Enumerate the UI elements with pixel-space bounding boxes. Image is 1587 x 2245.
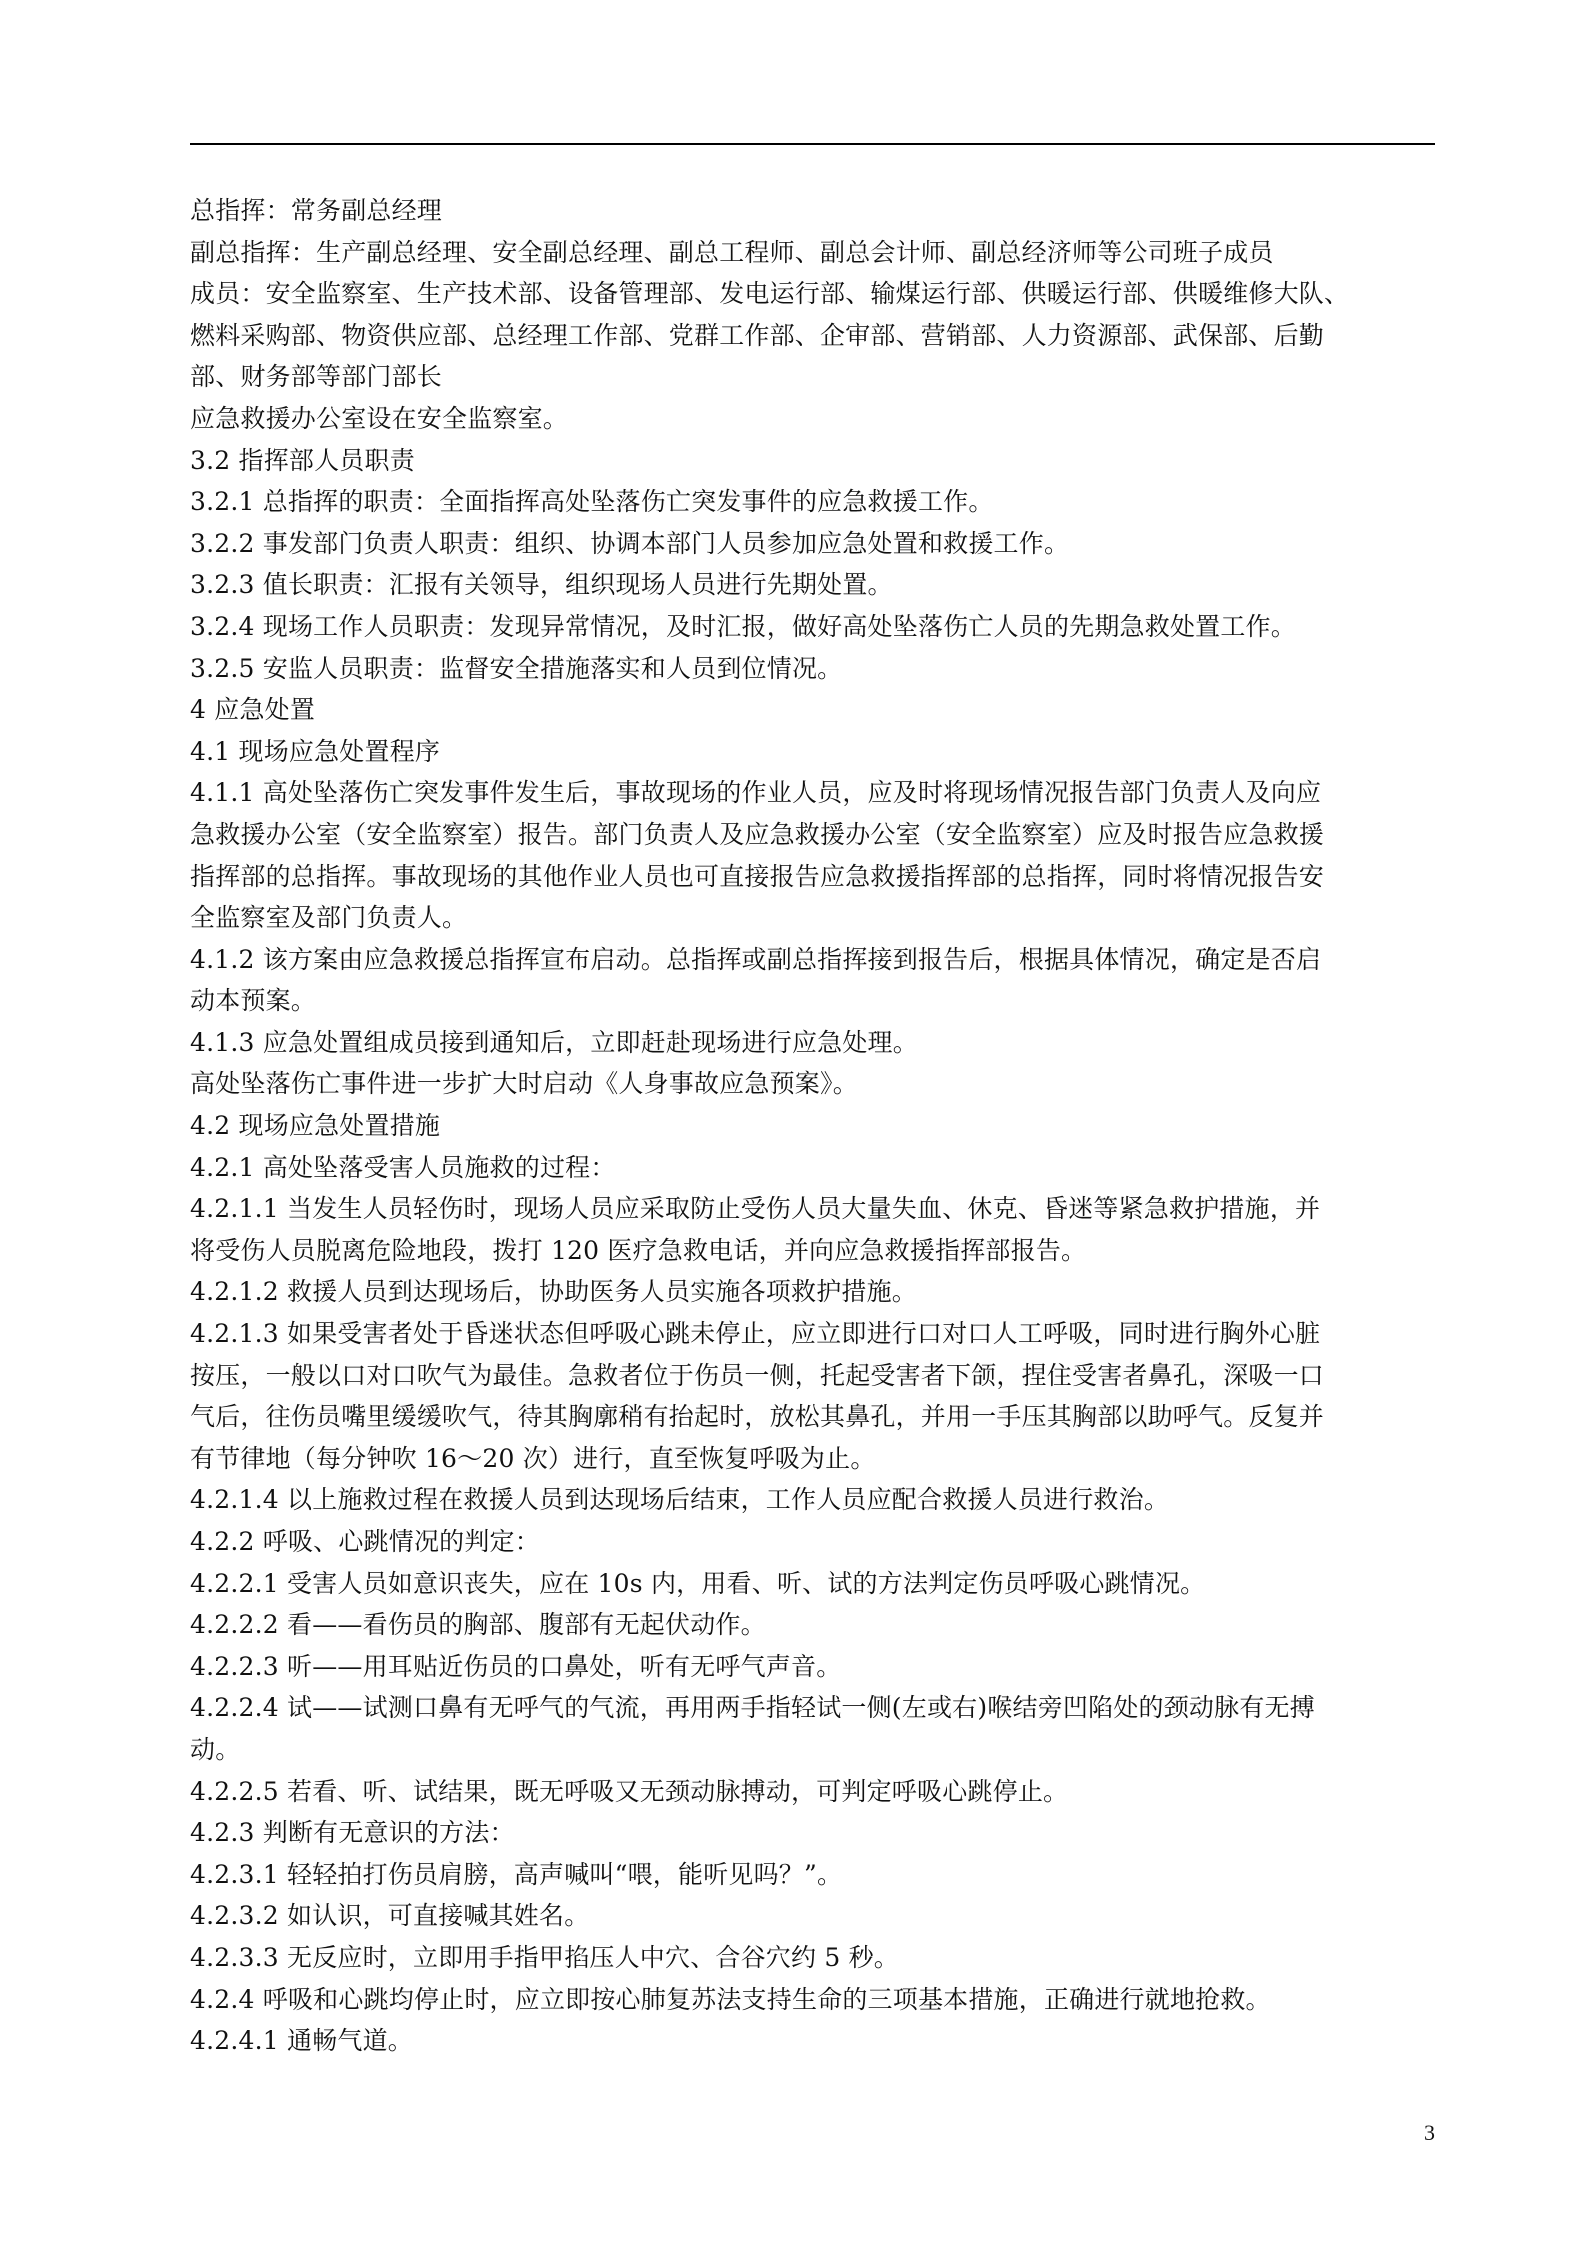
text-line: 4.2.1.4 以上施救过程在救援人员到达现场后结束，工作人员应配合救援人员进行救治。 <box>190 1485 1170 1515</box>
text-line: 全监察室及部门负责人。 <box>190 903 468 933</box>
text-line: 成员：安全监察室、生产技术部、设备管理部、发电运行部、输煤运行部、供暖运行部、供暖维修大队、 <box>190 279 1350 309</box>
text-line: 4.2.3.3 无反应时，立即用手指甲掐压人中穴、合谷穴约 5 秒。 <box>190 1942 900 1972</box>
text-line: 4.2.2.2 看——看伤员的胸部、腹部有无起伏动作。 <box>190 1610 766 1640</box>
text-line: 按压，一般以口对口吹气为最佳。急救者位于伤员一侧，托起受害者下颌，捏住受害者鼻孔，深吸一口 <box>190 1360 1325 1390</box>
text-line: 急救援办公室（安全监察室）报告。部门负责人及应急救援办公室（安全监察室）应及时报告应急救援 <box>190 819 1325 849</box>
text-line: 4.2.3 判断有无意识的方法： <box>190 1818 515 1848</box>
text-line: 3.2 指挥部人员职责 <box>190 445 415 475</box>
text-line: 4.2.2 呼吸、心跳情况的判定： <box>190 1527 540 1556</box>
text-line: 4.2.2.1 受害人员如意识丧失，应在 10s 内，用看、听、试的方法判定伤员呼吸心跳情况。 <box>190 1568 1206 1598</box>
text-line: 燃料采购部、物资供应部、总经理工作部、党群工作部、企审部、营销部、人力资源部、武保部、后勤 <box>190 320 1325 350</box>
text-line: 应急救援办公室设在安全监察室。 <box>190 403 569 433</box>
text-line: 3.2.2 事发部门负责人职责：组织、协调本部门人员参加应急处置和救援工作。 <box>190 528 1070 558</box>
text-line: 有节律地（每分钟吹 16～20 次）进行，直至恢复呼吸为止。 <box>190 1443 876 1473</box>
text-line: 4.1.2 该方案由应急救援总指挥宣布启动。总指挥或副总指挥接到报告后，根据具体情况，确定是否启 <box>190 944 1322 974</box>
text-line: 4.2.4.1 通畅气道。 <box>190 2026 414 2056</box>
text-line: 动。 <box>190 1734 241 1764</box>
header-rule <box>190 143 1435 145</box>
text-line: 总指挥：常务副总经理 <box>190 196 443 225</box>
text-line: 部、财务部等部门部长 <box>190 362 443 392</box>
text-line: 副总指挥：生产副总经理、安全副总经理、副总工程师、副总会计师、副总经济师等公司班子成员 <box>190 237 1274 267</box>
text-line: 气后，往伤员嘴里缓缓吹气，待其胸廓稍有抬起时，放松其鼻孔，并用一手压其胸部以助呼气。反复并 <box>190 1402 1325 1432</box>
text-line: 4.2.1.3 如果受害者处于昏迷状态但呼吸心跳未停止，应立即进行口对口人工呼吸，同时进行胸外心脏 <box>190 1319 1321 1349</box>
text-line: 4.2 现场应急处置措施 <box>190 1111 441 1141</box>
text-line: 高处坠落伤亡事件进一步扩大时启动《人身事故应急预案》。 <box>190 1069 858 1099</box>
text-line: 4.2.3.1 轻轻拍打伤员肩膀，高声喊叫“喂，能听见吗？”。 <box>190 1859 843 1889</box>
text-line: 3.2.5 安监人员职责：监督安全措施落实和人员到位情况。 <box>190 653 843 683</box>
page-number: 3 <box>1424 2120 1435 2145</box>
document-body <box>190 190 1440 2062</box>
text-line: 3.2.3 值长职责：汇报有关领导，组织现场人员进行先期处置。 <box>190 570 893 600</box>
text-line: 4 应急处置 <box>190 695 316 725</box>
text-line: 4.2.1.1 当发生人员轻伤时，现场人员应采取防止受伤人员大量失血、休克、昏迷等紧急救护措施，并 <box>190 1194 1321 1224</box>
text-line: 指挥部的总指挥。事故现场的其他作业人员也可直接报告应急救援指挥部的总指挥，同时将情况报告安 <box>190 861 1325 891</box>
text-line: 4.2.1.2 救援人员到达现场后，协助医务人员实施各项救护措施。 <box>190 1277 918 1307</box>
text-line: 3.2.4 现场工作人员职责：发现异常情况，及时汇报，做好高处坠落伤亡人员的先期急救处置工作。 <box>190 611 1296 641</box>
text-line: 3.2.1 总指挥的职责：全面指挥高处坠落伤亡突发事件的应急救援工作。 <box>190 487 994 517</box>
text-line: 4.1.1 高处坠落伤亡突发事件发生后，事故现场的作业人员，应及时将现场情况报告部门负责人及向应 <box>190 778 1322 808</box>
text-line: 4.1.3 应急处置组成员接到通知后，立即赶赴现场进行应急处理。 <box>190 1027 918 1057</box>
text-line: 4.2.2.4 试——试测口鼻有无呼气的气流，再用两手指轻试一侧(左或右)喉结旁凹陷处的颈动脉有无搏 <box>190 1693 1315 1723</box>
text-line: 4.2.1 高处坠落受害人员施救的过程： <box>190 1152 616 1182</box>
text-line: 动本预案。 <box>190 986 317 1016</box>
text-line: 4.2.4 呼吸和心跳均停止时，应立即按心肺复苏法支持生命的三项基本措施，正确进行就地抢救。 <box>190 1984 1271 2014</box>
text-line: 4.1 现场应急处置程序 <box>190 736 441 766</box>
text-line: 4.2.2.3 听——用耳贴近伤员的口鼻处，听有无呼气声音。 <box>190 1651 842 1681</box>
text-line: 4.2.3.2 如认识，可直接喊其姓名。 <box>190 1901 590 1931</box>
text-line: 将受伤人员脱离危险地段，拨打 120 医疗急救电话，并向应急救援指挥部报告。 <box>190 1235 1087 1265</box>
text-line: 4.2.2.5 若看、听、试结果，既无呼吸又无颈动脉搏动，可判定呼吸心跳停止。 <box>190 1776 1069 1806</box>
